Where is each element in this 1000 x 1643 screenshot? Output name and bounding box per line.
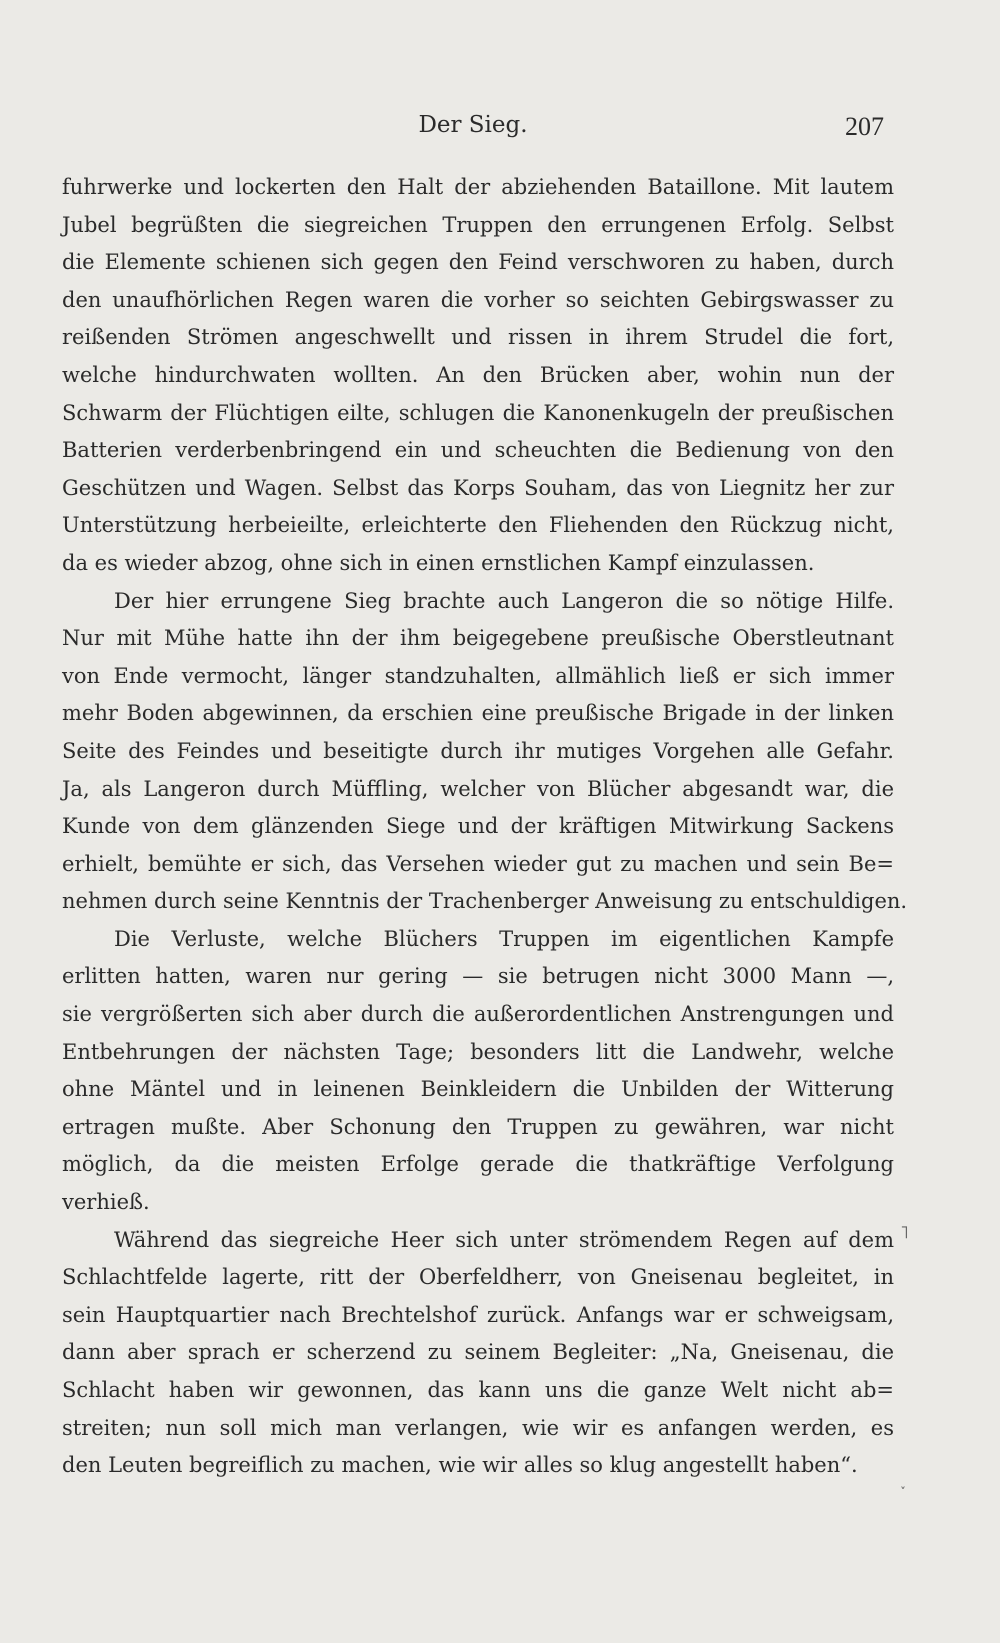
margin-hook-mark: ˯ [900, 1470, 906, 1491]
text-line: Unterstützung herbeieilte, erleichterte den Fliehenden den Rückzug nicht, [62, 513, 894, 538]
page-number: 207 [845, 112, 884, 141]
body-text [62, 169, 908, 1485]
text-line: Nur mit Mühe hatte ihn der ihm beigegebene preußische Oberstleutnant [62, 626, 894, 651]
paragraph-first-line: Die Verluste, welche Blüchers Truppen im eigentlichen Kampfe [114, 926, 894, 951]
text-line: Seite des Feindes und beseitigte durch ihr mutiges Vorgehen alle Gefahr. [62, 738, 894, 763]
text-line: von Ende vermocht, länger standzuhalten, allmählich ließ er sich immer [62, 663, 894, 688]
text-line: Schwarm der Flüchtigen eilte, schlugen die Kanonenkugeln der preußischen [62, 400, 894, 425]
text-line: verhieß. [62, 1190, 150, 1215]
text-line: ertragen mußte. Aber Schonung den Truppen zu gewähren, war nicht [62, 1114, 894, 1139]
text-line: den Leuten begreiflich zu machen, wie wir alles so klug angestellt haben“. [62, 1453, 858, 1478]
text-line: möglich, da die meisten Erfolge gerade die thatkräftige Verfolgung [62, 1152, 894, 1177]
text-line: die Elemente schienen sich gegen den Feind verschworen zu haben, durch [62, 250, 894, 275]
page-header [62, 112, 884, 152]
text-line: sie vergrößerten sich aber durch die außerordentlichen Anstrengungen und [62, 1002, 894, 1027]
text-line: Schlacht haben wir gewonnen, das kann uns die ganze Welt nicht ab= [62, 1378, 894, 1402]
text-line: fuhrwerke und lockerten den Halt der abziehenden Bataillone. Mit lautem [62, 175, 894, 199]
text-line: Jubel begrüßten die siegreichen Truppen den errungenen Erfolg. Selbst [62, 212, 894, 237]
running-head: Der Sieg. [418, 112, 528, 138]
text-line: mehr Boden abgewinnen, da erschien eine preußische Brigade in der linken [62, 701, 894, 726]
text-line: erhielt, bemühte er sich, das Versehen wieder gut zu machen und sein Be= [62, 851, 894, 876]
text-line: nehmen durch seine Kenntnis der Trachenberger Anweisung zu entschuldigen. [62, 889, 908, 914]
text-line: den unaufhörlichen Regen waren die vorher so seichten Gebirgswasser zu [62, 287, 894, 312]
text-line: streiten; nun soll mich man verlangen, wie wir es anfangen werden, es [62, 1415, 894, 1440]
margin-bracket-mark: ˥ [900, 1222, 909, 1243]
text-line: Geschützen und Wagen. Selbst das Korps Souham, das von Liegnitz her zur [62, 475, 894, 500]
text-line: welche hindurchwaten wollten. An den Brücken aber, wohin nun der [62, 362, 894, 387]
text-line: dann aber sprach er scherzend zu seinem Begleiter: „Na, Gneisenau, die [62, 1340, 894, 1365]
paragraph-first-line: Der hier errungene Sieg brachte auch Langeron die so nötige Hilfe. [114, 588, 894, 613]
text-line: Schlachtfelde lagerte, ritt der Oberfeldherr, von Gneisenau begleitet, in [62, 1265, 894, 1290]
text-line: sein Hauptquartier nach Brechtelshof zurück. Anfangs war er schweigsam, [62, 1302, 894, 1327]
text-line: Kunde von dem glänzenden Siege und der kräftigen Mitwirkung Sackens [62, 814, 894, 839]
text-line: Batterien verderbenbringend ein und scheuchten die Bedienung von den [62, 438, 894, 463]
text-line: Entbehrungen der nächsten Tage; besonders litt die Landwehr, welche [62, 1039, 894, 1064]
text-line: da es wieder abzog, ohne sich in einen ernstlichen Kampf einzulassen. [62, 550, 815, 575]
text-line: erlitten hatten, waren nur gering — sie betrugen nicht 3000 Mann —, [62, 964, 894, 989]
text-line: reißenden Strömen angeschwellt und rissen in ihrem Strudel die fort, [62, 325, 894, 350]
paragraph-first-line: Während das siegreiche Heer sich unter strömendem Regen auf dem [114, 1227, 894, 1252]
text-line: Ja, als Langeron durch Müffling, welcher von Blücher abgesandt war, die [62, 776, 894, 801]
text-line: ohne Mäntel und in leinenen Beinkleidern die Unbilden der Witterung [62, 1077, 894, 1102]
